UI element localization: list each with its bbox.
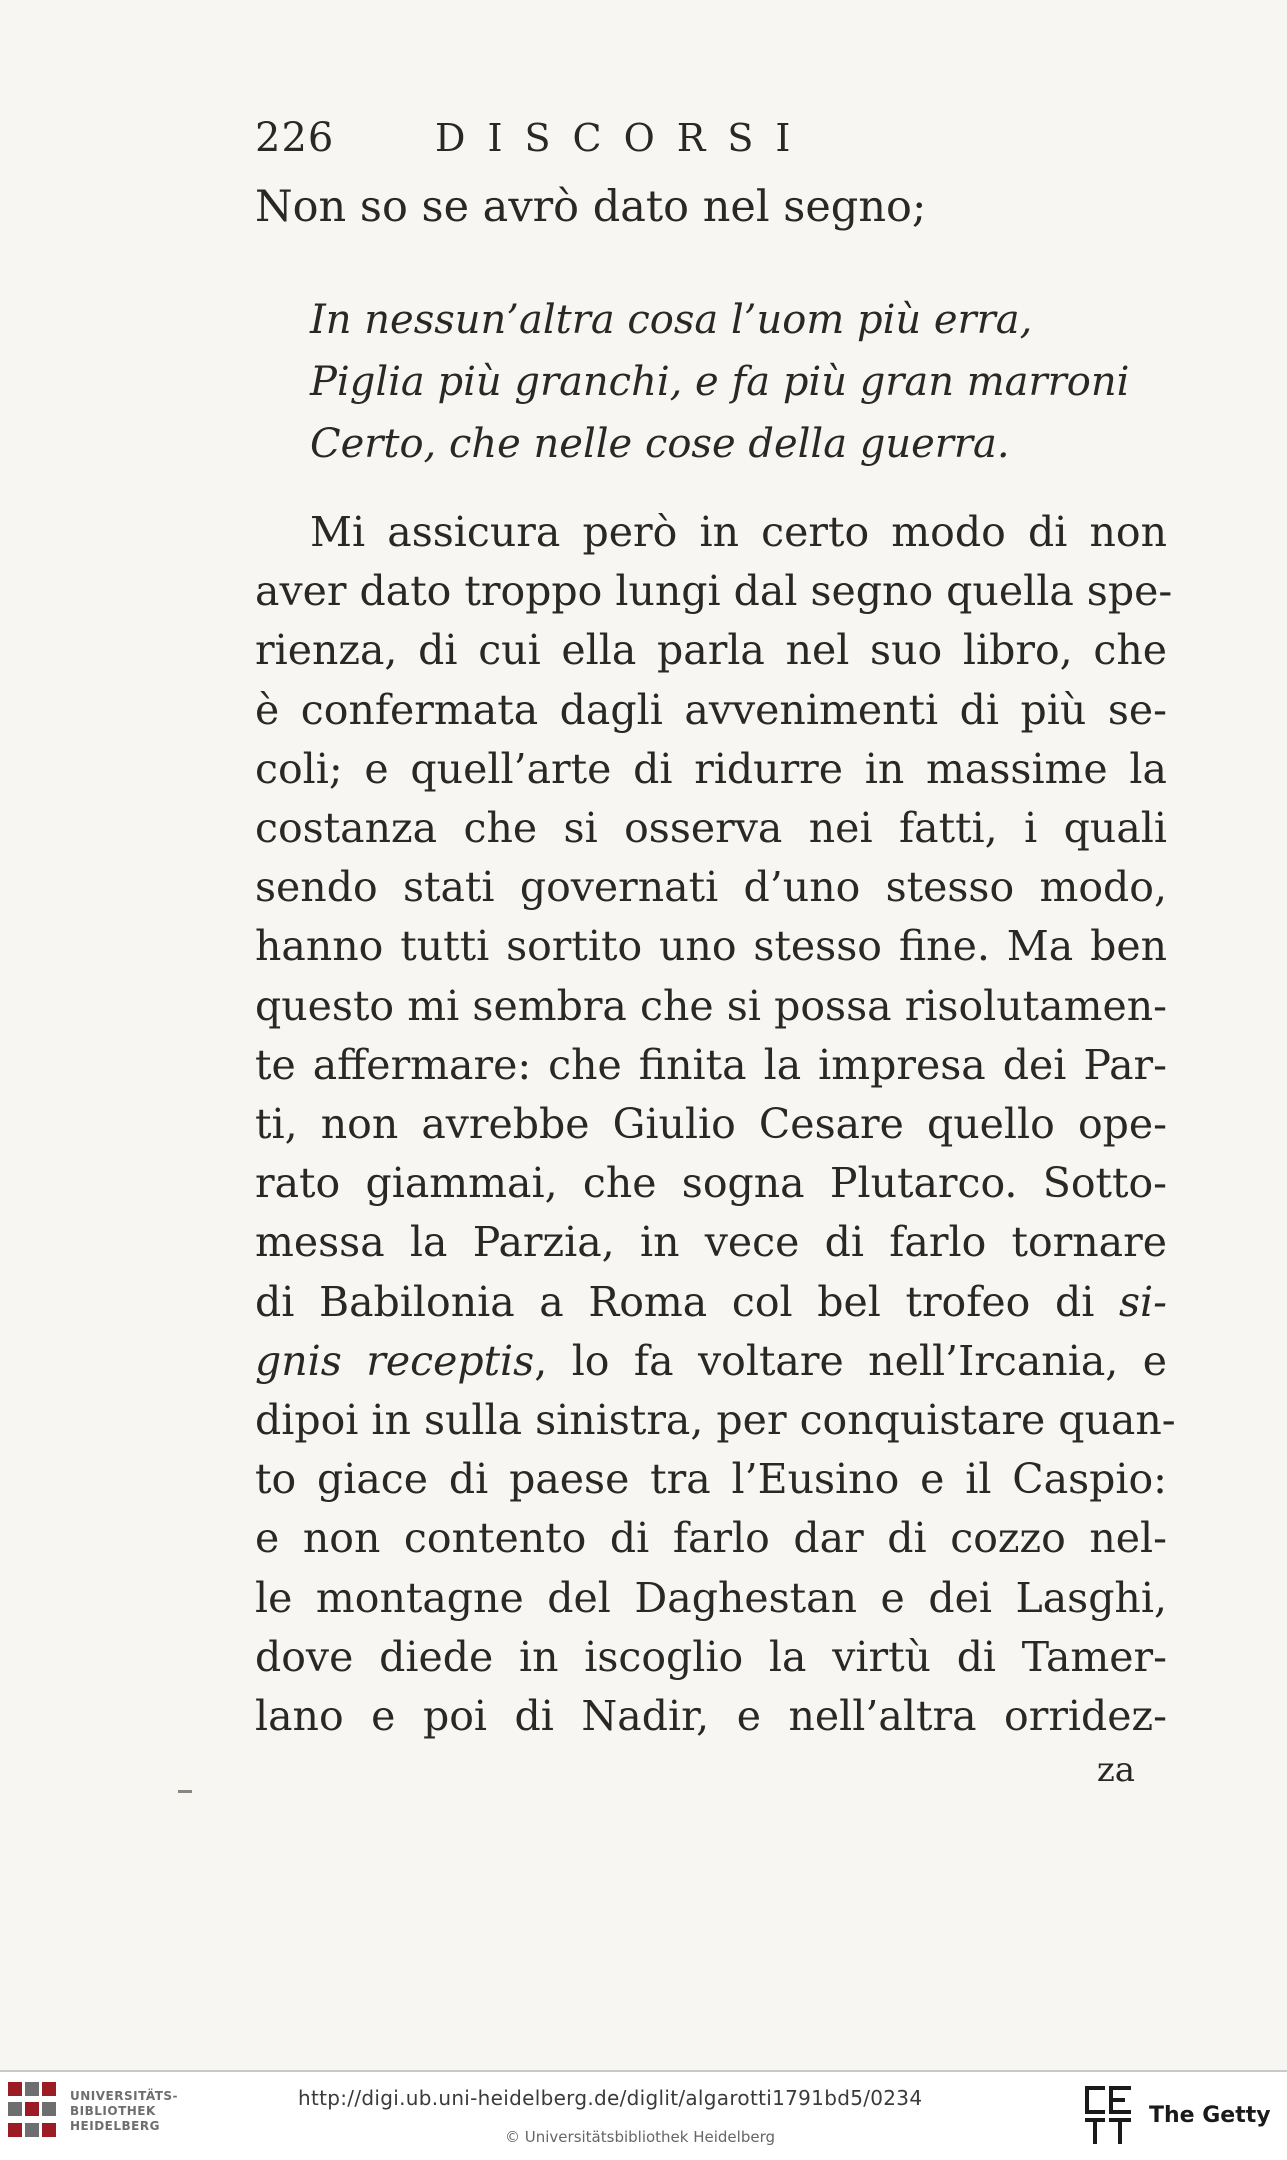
verse-quotation — [310, 289, 1175, 475]
getty-logo — [1085, 2086, 1271, 2144]
prose-line: Mi assicura però in certo modo di non — [310, 508, 1167, 556]
library-name — [70, 2089, 178, 2134]
prose-line: aver dato troppo lungi dal segno quella spe- — [255, 567, 1173, 616]
prose-line: questo mi sembra che si possa risolutamen- — [255, 981, 1167, 1030]
prose-line: hanno tutti sortito uno stesso fine. Ma ben — [255, 922, 1167, 971]
permalink-url[interactable]: http://digi.ub.uni-heidelberg.de/diglit/algarotti1791bd5/0234 — [298, 2086, 923, 2110]
prose-line: e non contento di farlo dar di cozzo nel- — [255, 1514, 1167, 1563]
prose-line: sendo stati governati d’uno stesso modo, — [255, 863, 1167, 912]
prose-line: rienza, di cui ella parla nel suo libro, che — [255, 626, 1167, 675]
prose-line: dove diede in iscoglio la virtù di Tamer- — [255, 1632, 1167, 1681]
running-head: DISCORSI — [435, 116, 813, 160]
prose-line: le montagne del Daghestan e dei Lasghi, — [255, 1573, 1167, 1622]
prose-line: lano e poi di Nadir, e nell’altra orridez- — [255, 1692, 1167, 1741]
page-header — [255, 115, 1175, 177]
footer-bar — [0, 2070, 1287, 2160]
verse-line: In nessun’altra cosa l’uom più erra, — [310, 297, 1033, 343]
prose-line: to giace di paese tra l’Eusino e il Caspio: — [255, 1455, 1167, 1504]
prose-line: gnis receptis, lo fa voltare nell’Ircania, e — [255, 1336, 1167, 1385]
library-name-line: HEIDELBERG — [70, 2118, 160, 2133]
prose-line: ti, non avrebbe Giulio Cesare quello ope- — [255, 1100, 1167, 1149]
library-logo — [8, 2082, 178, 2140]
prose-line: rato giammai, che sogna Plutarco. Sotto- — [255, 1159, 1167, 1208]
prose-line: costanza che si osserva nei fatti, i quali — [255, 804, 1167, 853]
library-name-line: UNIVERSITÄTS- — [70, 2088, 179, 2103]
library-logo-icon — [8, 2082, 58, 2140]
copyright-notice: © Universitätsbibliothek Heidelberg — [505, 2128, 776, 2146]
prose-line: messa la Parzia, in vece di farlo tornare — [255, 1218, 1167, 1267]
prose-line: coli; e quell’arte di ridurre in massime la — [255, 744, 1167, 793]
getty-logo-icon — [1085, 2086, 1131, 2144]
page-body — [255, 115, 1175, 1790]
stray-mark — [178, 1790, 192, 1793]
prose-line: è confermata dagli avvenimenti di più se- — [255, 685, 1167, 734]
verse-line: Piglia più granchi, e fa più gran marroni — [310, 359, 1130, 405]
prose-paragraph — [255, 503, 1175, 1746]
catchword: za — [1096, 1750, 1135, 1791]
prose-line: te affermare: che finita la impresa dei Par- — [255, 1040, 1167, 1089]
library-name-line: BIBLIOTHEK — [70, 2103, 156, 2118]
prose-line: dipoi in sulla sinistra, per conquistare quan- — [255, 1396, 1176, 1445]
prose-line: di Babilonia a Roma col bel trofeo di si- — [255, 1277, 1167, 1326]
opening-line: Non so se avrò dato nel segno; — [255, 182, 927, 232]
getty-label: The Getty — [1149, 2102, 1271, 2128]
verse-line: Certo, che nelle cose della guerra. — [310, 421, 1010, 467]
page-number: 226 — [255, 115, 335, 161]
